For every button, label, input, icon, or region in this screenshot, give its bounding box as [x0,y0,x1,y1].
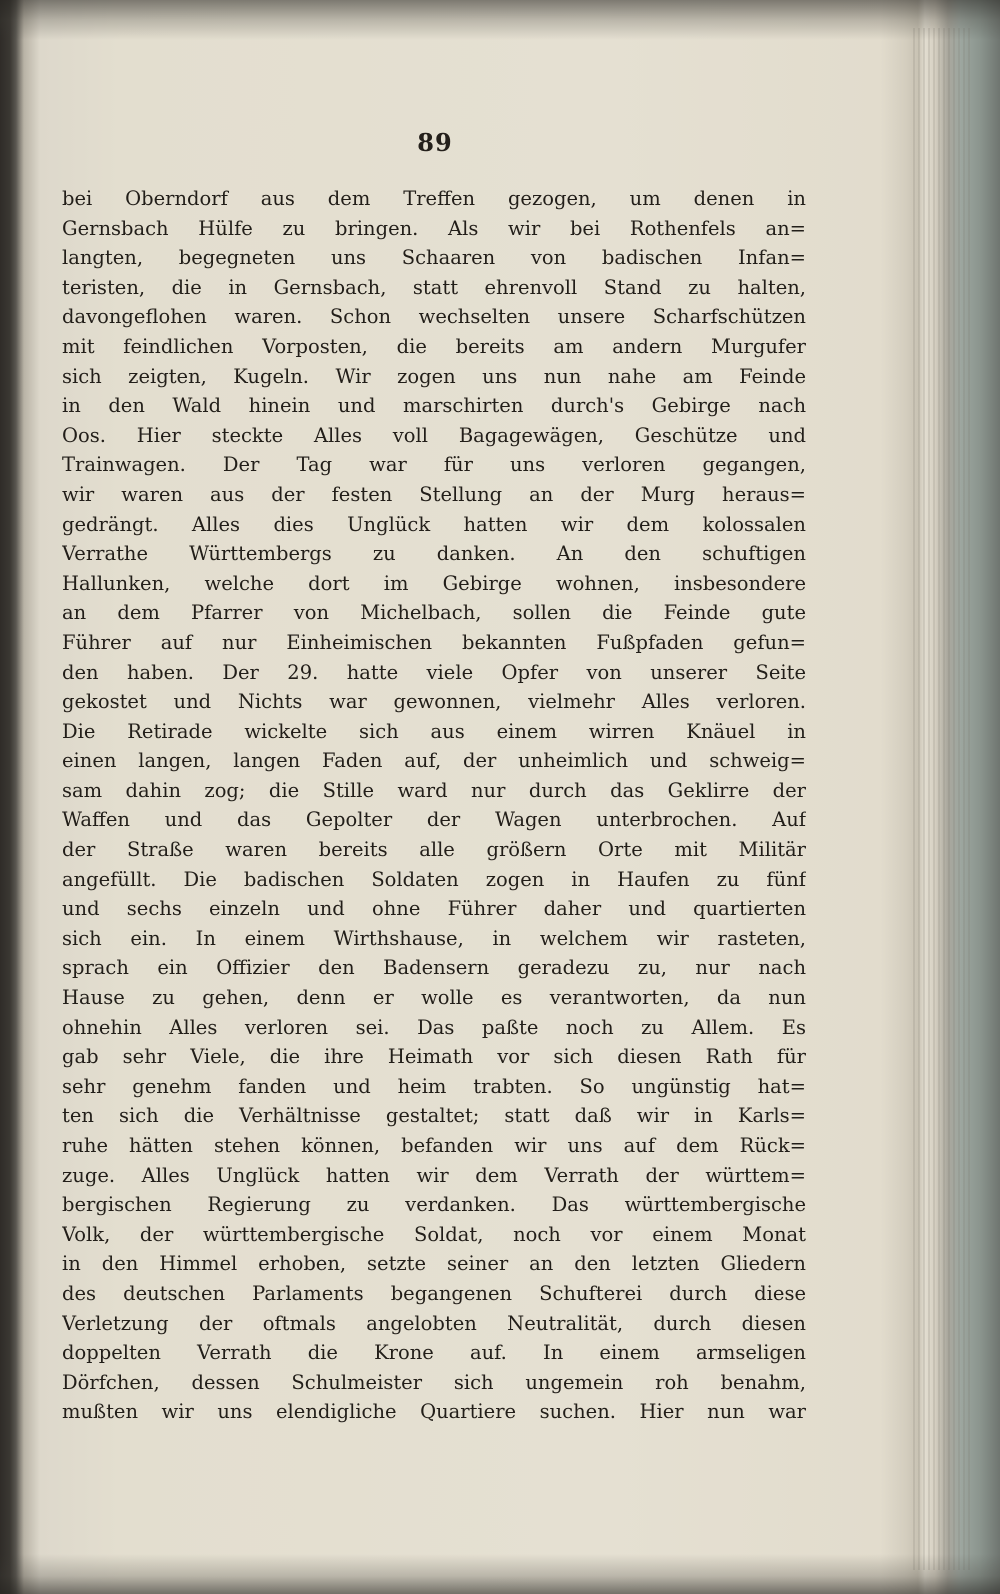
text-line: sehr genehm fanden und heim trabten. So ungünstig hat= [62,1074,806,1098]
text-line: gedrängt. Alles dies Unglück hatten wir dem kolossalen [62,512,806,536]
text-line: Gernsbach Hülfe zu bringen. Als wir bei Rothenfels an= [62,216,806,240]
text-line: an dem Pfarrer von Michelbach, sollen die Feinde gute [62,601,806,625]
text-line: Dörfchen, dessen Schulmeister sich ungemein roh benahm, [62,1370,806,1394]
text-line: sich ein. In einem Wirthshause, in welchem wir rasteten, [62,926,806,950]
text-line: Waffen und das Gepolter der Wagen unterbrochen. Auf [62,808,806,832]
text-line: Hallunken, welche dort im Gebirge wohnen, insbesondere [62,571,806,595]
text-line: in den Himmel erhoben, setzte seiner an den letzten Gliedern [62,1252,806,1276]
page-number: 89 [417,128,453,157]
page-edges [910,28,970,1570]
text-line: einen langen, langen Faden auf, der unheimlich und schweig= [62,749,806,773]
text-line: Volk, der württembergische Soldat, noch vor einem Monat [62,1222,806,1246]
text-line: des deutschen Parlaments begangenen Schufterei durch diese [62,1281,806,1305]
text-line: bergischen Regierung zu verdanken. Das württembergische [62,1193,806,1217]
text-line: langten, begegneten uns Schaaren von badischen Infan= [62,246,806,270]
body-text [62,184,806,1427]
text-line: Verletzung der oftmals angelobten Neutralität, durch diesen [62,1311,806,1335]
text-line: wir waren aus der festen Stellung an der Murg heraus= [62,482,806,506]
text-line: doppelten Verrath die Krone auf. In einem armseligen [62,1341,806,1365]
text-line: mit feindlichen Vorposten, die bereits am andern Murgufer [62,334,806,358]
text-line: sich zeigten, Kugeln. Wir zogen uns nun nahe am Feinde [62,364,806,388]
text-line: Oos. Hier steckte Alles voll Bagagewägen, Geschütze und [62,423,806,447]
text-line: ten sich die Verhältnisse gestaltet; statt daß wir in Karls= [62,1104,806,1128]
text-line: bei Oberndorf aus dem Treffen gezogen, um denen in [62,187,806,210]
text-line: in den Wald hinein und marschirten durch's Gebirge nach [62,394,806,418]
text-line: mußten wir uns elendigliche Quartiere suchen. Hier nun war [62,1400,806,1424]
text-line: der Straße waren bereits alle größern Orte mit Militär [62,838,806,862]
text-line: angefüllt. Die badischen Soldaten zogen in Haufen zu fünf [62,867,806,891]
text-line: ruhe hätten stehen können, befanden wir uns auf dem Rück= [62,1134,806,1157]
top-shadow [0,0,1000,40]
text-line: den haben. Der 29. hatte viele Opfer von unserer Seite [62,660,806,684]
bottom-shadow [0,1554,1000,1594]
text-line: Führer auf nur Einheimischen bekannten Fußpfaden gefun= [62,630,806,654]
text-line: sam dahin zog; die Stille ward nur durch das Geklirre der [62,778,806,802]
text-line: gab sehr Viele, die ihre Heimath vor sich diesen Rath für [62,1045,806,1069]
text-line: sprach ein Offizier den Badensern geradezu zu, nur nach [62,956,806,980]
text-line: Die Retirade wickelte sich aus einem wirren Knäuel in [62,719,806,743]
text-line: davongeflohen waren. Schon wechselten unsere Scharfschützen [62,305,806,329]
text-line: Hause zu gehen, denn er wolle es verantworten, da nun [62,986,806,1010]
text-line: Verrathe Württembergs zu danken. An den schuftigen [62,542,806,566]
text-line: teristen, die in Gernsbach, statt ehrenvoll Stand zu halten, [62,275,806,299]
text-line: gekostet und Nichts war gewonnen, vielmehr Alles verloren. [62,690,806,714]
text-line: und sechs einzeln und ohne Führer daher und quartierten [62,897,806,921]
text-line: Trainwagen. Der Tag war für uns verloren gegangen, [62,453,806,477]
text-line: ohnehin Alles verloren sei. Das paßte noch zu Allem. Es [62,1015,806,1039]
text-line: zuge. Alles Unglück hatten wir dem Verrath der württem= [62,1163,806,1187]
